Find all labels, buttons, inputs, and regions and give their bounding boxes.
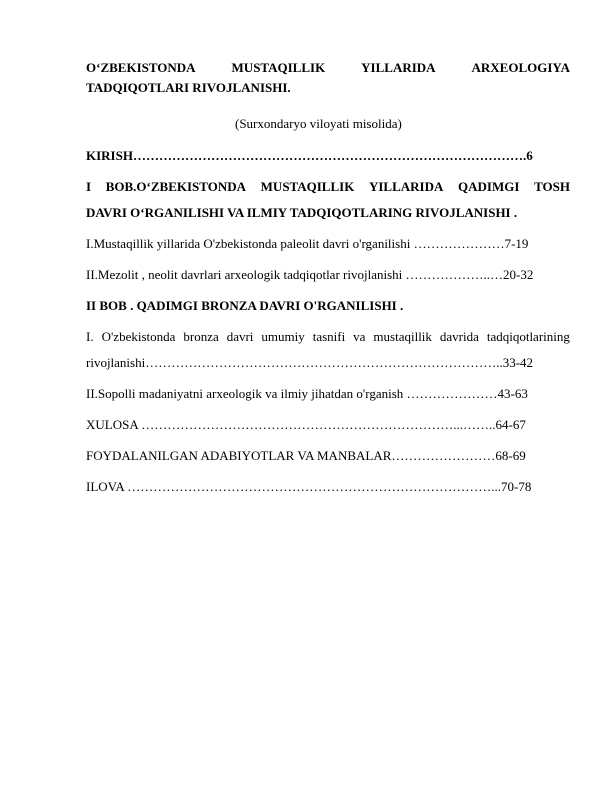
title-word: O‘ZBEKISTONDA xyxy=(86,60,196,75)
entry-word: tasnifi xyxy=(312,329,346,344)
chapter-word: QADIMGI xyxy=(458,179,520,194)
entry-word: bronza xyxy=(183,329,219,344)
toc-chapter-2: II BOB . QADIMGI BRONZA DAVRI O'RGANILISHI . xyxy=(86,298,404,313)
toc-entry-bronza-line-2: rivojlanishi………………………………………………………………………..33-42 xyxy=(86,355,534,370)
title-word: YILLARIDA xyxy=(361,60,436,75)
entry-word: davri xyxy=(226,329,254,344)
subtitle: (Surxondaryo viloyati misolida) xyxy=(235,116,402,131)
entry-word: va xyxy=(353,329,366,344)
toc-entry-paleolit: I.Mustaqillik yillarida O'zbekistonda paleolit davri o'rganilishi …………………7-19 xyxy=(86,236,529,251)
title-line-2: TADQIQOTLARI RIVOJLANISHI. xyxy=(86,80,291,95)
entry-word: davrida xyxy=(439,329,479,344)
entry-word: tadqiqotlarining xyxy=(486,329,570,344)
chapter-word: YILLARIDA xyxy=(368,179,444,194)
chapter-word: MUSTAQILLIK xyxy=(260,179,355,194)
toc-chapter-1-line-2: DAVRI O‘RGANILISHI VA ILMIY TADQIQOTLARING RIVOJLANISHI . xyxy=(86,205,518,220)
entry-word: mustaqillik xyxy=(373,329,432,344)
chapter-word: I xyxy=(86,179,92,194)
toc-entry-ilova: ILOVA …………………………………………………………………………...70-78 xyxy=(86,479,532,494)
entry-word: O'zbekistonda xyxy=(101,329,176,344)
toc-entry-kirish: KIRISH……………………………………………………………………………….6 xyxy=(86,148,533,163)
title-word: ARXEOLOGIYA xyxy=(471,60,570,75)
chapter-word: BOB.O‘ZBEKISTONDA xyxy=(105,179,246,194)
toc-entry-bronza-line-1 xyxy=(86,329,570,345)
title-word: MUSTAQILLIK xyxy=(231,60,326,75)
toc-entry-sopolli: II.Sopolli madaniyatni arxeologik va ilmiy jihatdan o'rganish …………………43-63 xyxy=(86,386,528,401)
toc-entry-foydalanilgan: FOYDALANILGAN ADABIYOTLAR VA MANBALAR……………………68-69 xyxy=(86,448,526,463)
title-line-1 xyxy=(86,60,570,76)
toc-entry-mezolit: II.Mezolit , neolit davrlari arxeologik tadqiqotlar rivojlanishi ………………..…20-32 xyxy=(86,267,534,282)
chapter-word: TOSH xyxy=(534,179,570,194)
entry-word: umumiy xyxy=(261,329,305,344)
toc-entry-xulosa: XULOSA ………………………………………………………………...……..64-67 xyxy=(86,417,526,432)
toc-chapter-1-line-1 xyxy=(86,179,570,195)
entry-word: I. xyxy=(86,329,94,344)
